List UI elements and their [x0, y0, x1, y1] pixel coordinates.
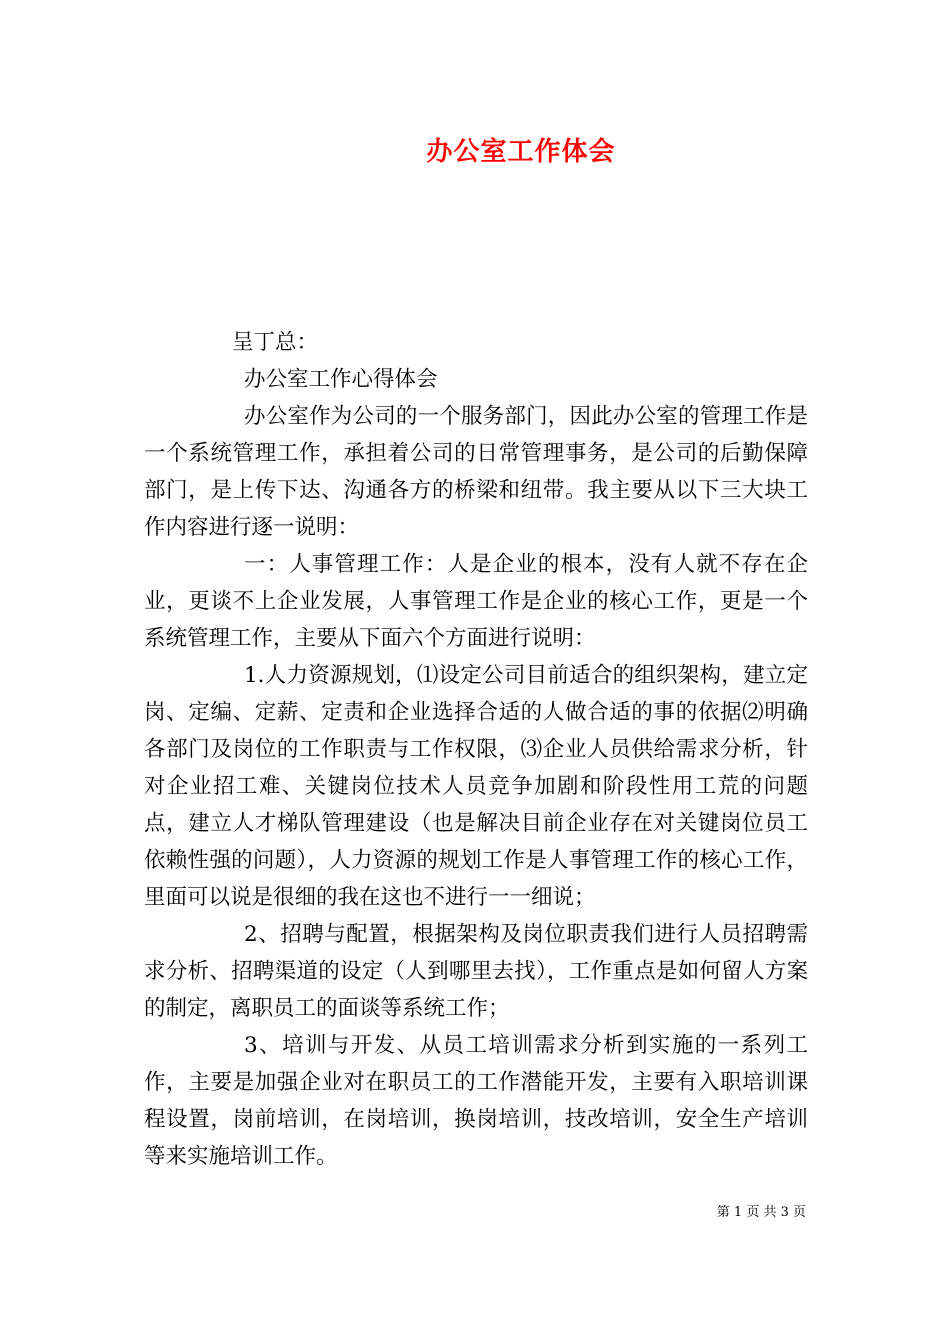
paragraph-training: 3、培训与开发、从员工培训需求分析到实施的一系列工作，主要是加强企业对在职员工的工作潜能开发，主要有入职培训课程设置，岗前培训，在岗培训，换岗培训，技改培训，安全生产培训等来实施培训工作。	[144, 1033, 808, 1169]
page-title: 办公室工作体会	[426, 137, 616, 167]
subtitle: 办公室工作心得体会	[244, 367, 438, 392]
paragraph-recruitment: 2、招聘与配置，根据架构及岗位职责我们进行人员招聘需求分析、招聘渠道的设定（人到哪里去找），工作重点是如何留人方案的制定，离职员工的面谈等系统工作；	[144, 922, 808, 1021]
paragraph-section-one: 一：人事管理工作：人是企业的根本，没有人就不存在企业，更谈不上企业发展，人事管理工作是企业的核心工作，更是一个系统管理工作，主要从下面六个方面进行说明：	[144, 552, 808, 651]
paragraph-hr-planning: 1.人力资源规划，⑴设定公司目前适合的组织架构，建立定岗、定编、定薪、定责和企业选择合适的人做合适的事的依据⑵明确各部门及岗位的工作职责与工作权限，⑶企业人员供给需求分析，针对企业招工难、关键岗位技术人员竞争加剧和阶段性用工荒的问题点，建立人才梯队管理建设（也是解决目前企业存在对关键岗位员工依赖性强的问题），人力资源的规划工作是人事管理工作的核心工作，里面可以说是很细的我在这也不进行一一细说；	[144, 663, 808, 910]
page-number-footer: 第 1 页 共 3 页	[716, 1205, 806, 1220]
paragraph-intro: 办公室作为公司的一个服务部门，因此办公室的管理工作是一个系统管理工作，承担着公司的日常管理事务，是公司的后勤保障部门，是上传下达、沟通各方的桥梁和纽带。我主要从以下三大块工作内容进行逐一说明：	[144, 404, 808, 540]
document-body	[144, 324, 808, 1175]
salutation: 呈丁总：	[232, 330, 319, 355]
